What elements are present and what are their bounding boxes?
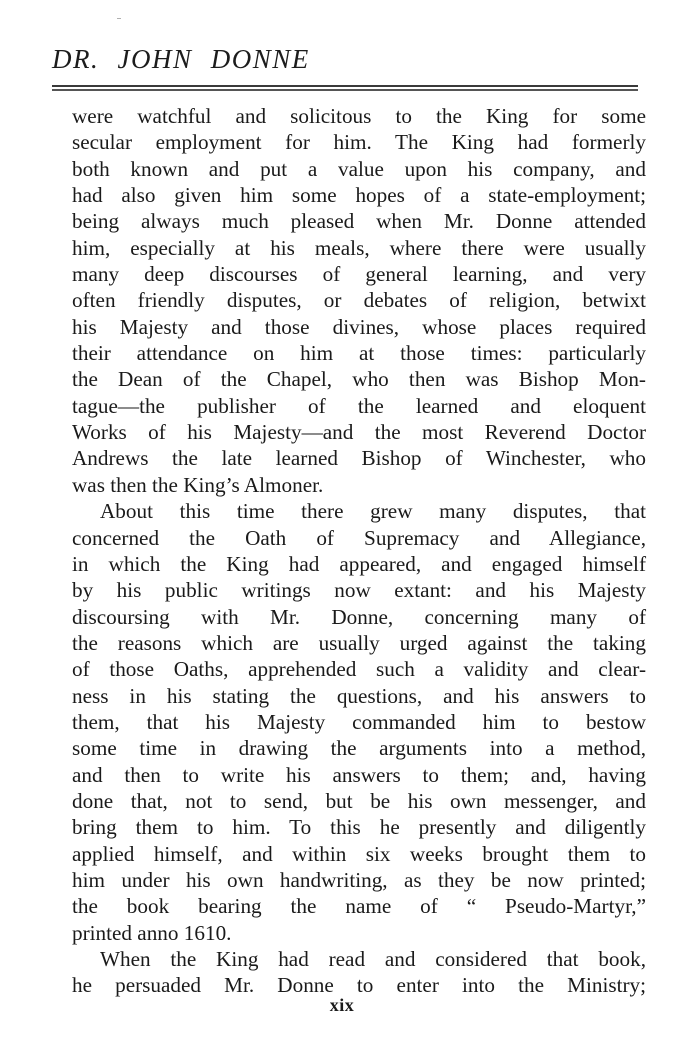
text-line: some time in drawing the arguments into a method, xyxy=(72,736,646,761)
scan-speck xyxy=(117,18,121,19)
text-line: had also given him some hopes of a state-employment; xyxy=(72,183,646,208)
text-line: he persuaded Mr. Donne to enter into the Ministry; xyxy=(72,973,646,998)
text-line: them, that his Majesty commanded him to bestow xyxy=(72,709,646,734)
text-line: him under his own handwriting, as they be now printed; xyxy=(72,867,646,892)
text-line: secular employment for him. The King had formerly xyxy=(72,130,646,155)
text-line: the Dean of the Chapel, who then was Bishop Mon- xyxy=(72,367,646,392)
text-line: were watchful and solicitous to the King for some xyxy=(72,104,646,128)
text-line: of those Oaths, apprehended such a validity and clear- xyxy=(72,657,646,682)
text-line: him, especially at his meals, where there were usually xyxy=(72,235,646,260)
text-line: concerned the Oath of Supremacy and Allegiance, xyxy=(72,525,646,550)
text-line: many deep discourses of general learning, and very xyxy=(72,262,646,287)
text-line: was then the King’s Almoner. xyxy=(72,472,324,497)
paragraph-first-line: About this time there grew many disputes, that xyxy=(100,499,646,524)
text-line: Andrews the late learned Bishop of Winchester, who xyxy=(72,446,646,471)
text-line: the book bearing the name of “ Pseudo-Martyr,” xyxy=(72,894,646,919)
body-text xyxy=(72,103,646,999)
running-head: DR. JOHN DONNE xyxy=(52,44,310,74)
text-line: Works of his Majesty—and the most Reverend Doctor xyxy=(72,420,646,445)
text-line: tague—the publisher of the learned and eloquent xyxy=(72,393,646,418)
text-line: done that, not to send, but be his own messenger, and xyxy=(72,788,646,813)
text-line: ness in his stating the questions, and his answers to xyxy=(72,683,646,708)
text-line: in which the King had appeared, and engaged himself xyxy=(72,551,646,576)
text-line: both known and put a value upon his company, and xyxy=(72,156,646,181)
text-line: printed anno 1610. xyxy=(72,920,232,945)
text-line: applied himself, and within six weeks brought them to xyxy=(72,841,646,866)
text-line: by his public writings now extant: and his Majesty xyxy=(72,578,646,603)
text-line: his Majesty and those divines, whose places required xyxy=(72,314,646,339)
text-line: discoursing with Mr. Donne, concerning many of xyxy=(72,604,646,629)
page-number: xix xyxy=(329,995,355,1015)
paragraph-first-line: When the King had read and considered that book, xyxy=(100,947,646,971)
text-line: their attendance on him at those times: particularly xyxy=(72,341,646,366)
text-line: the reasons which are usually urged against the taking xyxy=(72,630,646,655)
text-line: and then to write his answers to them; and, having xyxy=(72,762,646,787)
text-line: being always much pleased when Mr. Donne attended xyxy=(72,209,646,234)
text-line: often friendly disputes, or debates of religion, betwixt xyxy=(72,288,646,313)
text-line: bring them to him. To this he presently and diligently xyxy=(72,815,646,840)
header-rule-top xyxy=(52,85,638,87)
header-rule-bottom xyxy=(52,89,638,91)
